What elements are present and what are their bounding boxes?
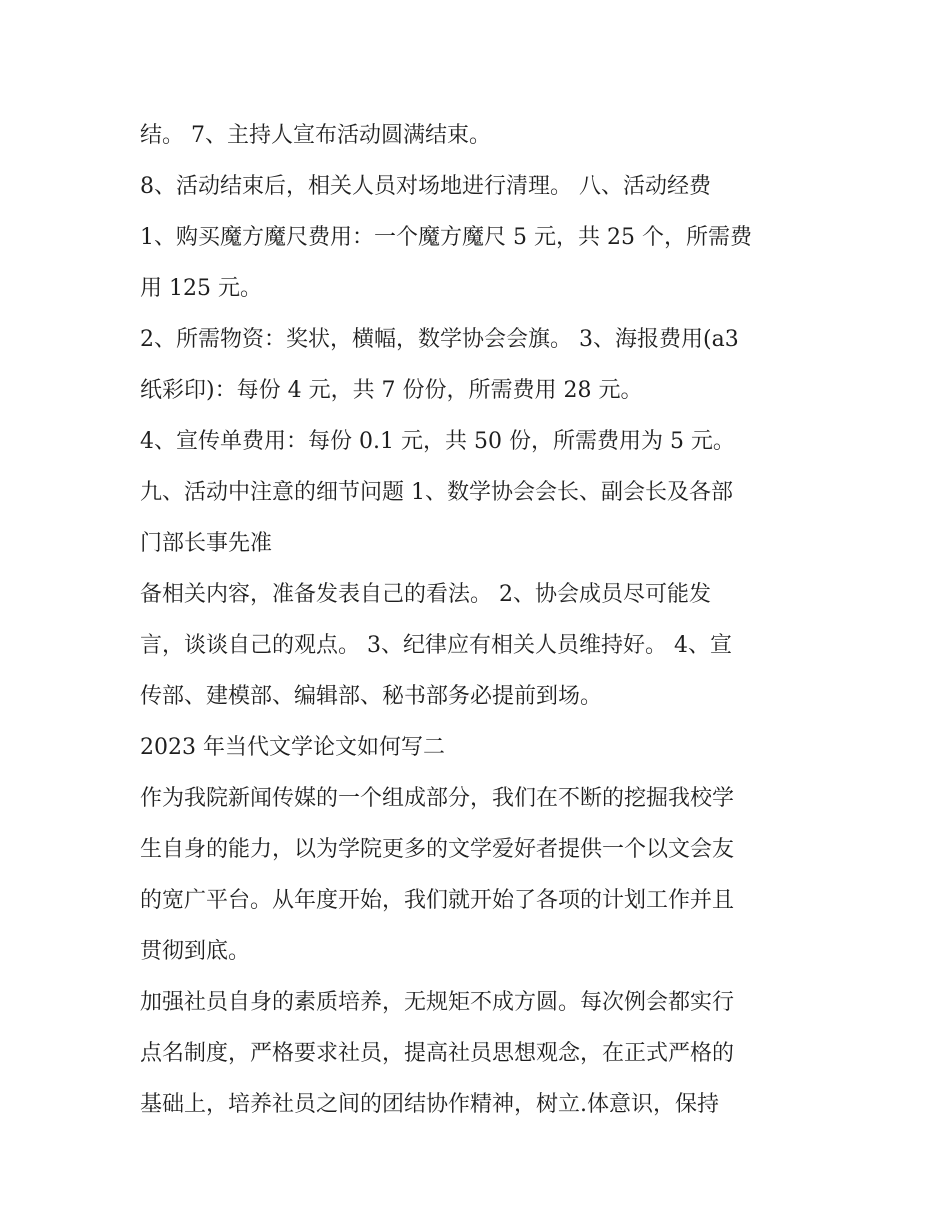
text-line: 2、所需物资：奖状，横幅，数学协会会旗。 3、海报费用(a3 [140, 327, 739, 352]
text-line: 8、活动结束后，相关人员对场地进行清理。 八、活动经费 [140, 174, 711, 199]
text-line: 1、购买魔方魔尺费用：一个魔方魔尺 5 元，共 25 个，所需费 [140, 225, 752, 250]
text-line: 用 125 元。 [140, 276, 262, 301]
text-line: 纸彩印)：每份 4 元，共 7 份份，所需费用 28 元。 [140, 378, 643, 403]
text-line: 贯彻到底。 [140, 939, 251, 964]
text-line: 作为我院新闻传媒的一个组成部分，我们在不断的挖掘我校学 [140, 786, 735, 811]
document-body [140, 110, 820, 1130]
text-line: 门部长事先准 [140, 531, 273, 556]
text-line: 结。 7、主持人宣布活动圆满结束。 [140, 123, 491, 148]
text-line: 4、宣传单费用：每份 0.1 元，共 50 份，所需费用为 5 元。 [140, 429, 735, 454]
section-heading: 2023 年当代文学论文如何写二 [140, 735, 445, 760]
text-line: 点名制度，严格要求社员，提高社员思想观念，在正式严格的 [140, 1041, 735, 1066]
text-line: 基础上，培养社员之间的团结协作精神，树立.体意识，保持 [140, 1092, 719, 1117]
text-line: 生自身的能力，以为学院更多的文学爱好者提供一个以文会友 [140, 837, 735, 862]
text-line: 加强社员自身的素质培养，无规矩不成方圆。每次例会都实行 [140, 990, 735, 1015]
text-line: 备相关内容，准备发表自己的看法。 2、协会成员尽可能发 [140, 582, 711, 607]
text-line: 的宽广平台。从年度开始，我们就开始了各项的计划工作并且 [140, 888, 735, 913]
text-line: 传部、建模部、编辑部、秘书部务必提前到场。 [140, 684, 603, 709]
text-line: 言，谈谈自己的观点。 3、纪律应有相关人员维持好。 4、宣 [140, 633, 732, 658]
text-line: 九、活动中注意的细节问题 1、数学协会会长、副会长及各部 [140, 480, 733, 505]
